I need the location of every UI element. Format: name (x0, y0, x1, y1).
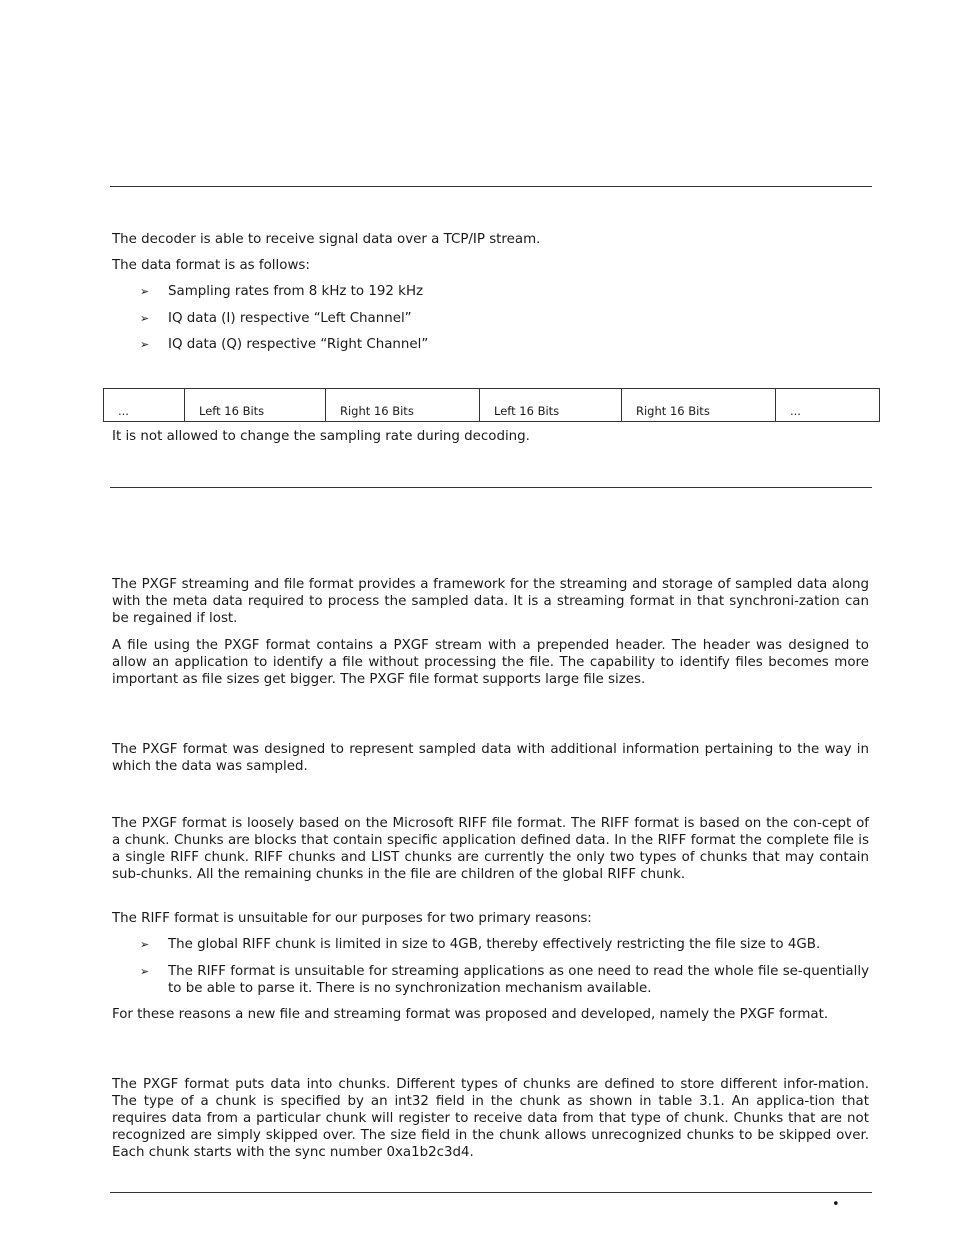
bullet-item: ➢ The RIFF format is unsuitable for streaming applications as one need to read the whole file se-quentially to be able to parse it. There is no synchronization mechanism available. (140, 964, 869, 996)
bullet-item: ➢ IQ data (I) respective “Left Channel” (140, 311, 412, 326)
table-row (104, 389, 880, 422)
paragraph-pxgf-design: The PXGF format was designed to represent sampled data with additional information pertaining to the way in which the data was sampled. (112, 742, 869, 774)
paragraph-tcp-stream: The decoder is able to receive signal data over a TCP/IP stream. (112, 232, 541, 247)
arrow-bullet-icon: ➢ (140, 938, 150, 951)
table-cell: Right 16 Bits (622, 389, 776, 422)
bullet-item: ➢ IQ data (Q) respective “Right Channel” (140, 337, 429, 352)
table-cell: Left 16 Bits (480, 389, 622, 422)
table-cell: Left 16 Bits (185, 389, 326, 422)
paragraph-sampling-rate: It is not allowed to change the sampling rate during decoding. (112, 429, 530, 444)
bullet-item: ➢ Sampling rates from 8 kHz to 192 kHz (140, 284, 424, 299)
paragraph-riff-unsuitable: The RIFF format is unsuitable for our purposes for two primary reasons: (112, 911, 592, 926)
paragraph-pxgf-file: A file using the PXGF format contains a PXGF stream with a prepended header. The header was designed to allow an application to identify a file without processing the file. The capability to identify files becomes more important as file sizes get bigger. The PXGF file format supports large file sizes. (112, 638, 869, 687)
arrow-bullet-icon: ➢ (140, 312, 150, 325)
table-cell: ... (776, 389, 880, 422)
table-cell: Right 16 Bits (326, 389, 480, 422)
arrow-bullet-icon: ➢ (140, 338, 150, 351)
footer-rule (110, 1192, 872, 1193)
top-rule (110, 186, 872, 187)
paragraph-pxgf-intro: The PXGF streaming and file format provides a framework for the streaming and storage of sampled data along with the meta data required to process the sampled data. It is a streaming format in that synchroni-zation can be regained if lost. (112, 577, 869, 626)
bullet-item: ➢ The global RIFF chunk is limited in size to 4GB, thereby effectively restricting the file size to 4GB. (140, 937, 821, 952)
sample-frame-table (103, 388, 880, 422)
section-rule (110, 487, 872, 488)
paragraph-new-format: For these reasons a new file and streaming format was proposed and developed, namely the PXGF format. (112, 1007, 829, 1022)
paragraph-riff-basis: The PXGF format is loosely based on the Microsoft RIFF file format. The RIFF format is based on the con-cept of a chunk. Chunks are blocks that contain specific application defined data. In the RIFF format the complete file is a single RIFF chunk. RIFF chunks and LIST chunks are currently the only two types of chunks that may contain sub-chunks. All the remaining chunks in the file are children of the global RIFF chunk. (112, 816, 869, 882)
paragraph-chunks: The PXGF format puts data into chunks. Different types of chunks are defined to store different infor-mation. The type of a chunk is specified by an int32 field in the chunk as shown in table 3.1. An applica-tion that requires data from a particular chunk will register to receive data from that type of chunk. Chunks that are not recognized are simply skipped over. The size field in the chunk allows unrecognized chunks to be skipped over. Each chunk starts with the sync number 0xa1b2c3d4. (112, 1077, 869, 1160)
footer-dot: • (832, 1197, 840, 1212)
arrow-bullet-icon: ➢ (140, 965, 150, 978)
table-cell: ... (104, 389, 185, 422)
arrow-bullet-icon: ➢ (140, 285, 150, 298)
paragraph-data-format: The data format is as follows: (112, 258, 310, 273)
